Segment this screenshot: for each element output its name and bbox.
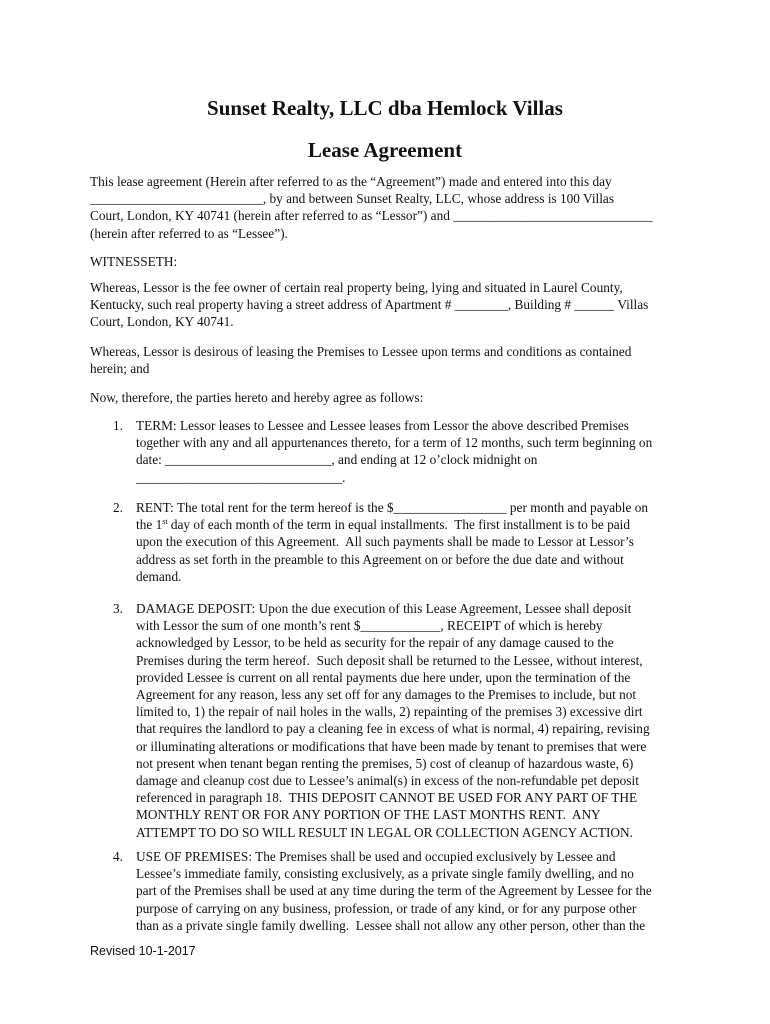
clause-text: TERM: Lessor leases to Lessee and Lessee leases from Lessor the above described Premises together with any and all appurtenances thereto, for a term of 12 months, such term beginning on date: _________________________, and ending at 12 o’clock midnight on _______________________________. xyxy=(136,418,653,485)
whereas-paragraph-1: Whereas, Lessor is the fee owner of certain real property being, lying and situated in Laurel County, Kentucky, such real property having a street address of Apartment # ________, Building # ______ Villas Court, London, KY 40741. xyxy=(90,280,649,330)
whereas-paragraph-2: Whereas, Lessor is desirous of leasing the Premises to Lessee upon terms and conditions as contained herein; and xyxy=(90,344,632,377)
clause-text xyxy=(136,499,696,585)
clause-number: 3. xyxy=(113,601,123,616)
clause-text: USE OF PREMISES: The Premises shall be used and occupied exclusively by Lessee and Lessee’s immediate family, consisting exclusively, as a private single family dwelling, and no part of the Premises shall be used at any time during the term of the Agreement by Lessee for the purpose of carrying on any business, profession, or trade of any kind, or for any purpose other than as a private single family dwelling. Lessee shall not allow any other person, other than the xyxy=(136,849,652,933)
document-title: Sunset Realty, LLC dba Hemlock Villas xyxy=(207,96,563,120)
clause-text-part-a: RENT: The total rent for the term hereof is the $_________________ per month and payable on the 1 xyxy=(136,500,649,533)
revision-footer: Revised 10-1-2017 xyxy=(90,944,196,958)
witnesseth-heading: WITNESSETH: xyxy=(90,254,178,269)
clause-number: 1. xyxy=(113,418,123,433)
agreement-intro: Now, therefore, the parties hereto and hereby agree as follows: xyxy=(90,390,424,405)
clause-text: DAMAGE DEPOSIT: Upon the due execution of this Lease Agreement, Lessee shall deposit with Lessor the sum of one month’s rent $____________, RECEIPT of which is hereby acknowledged by Lessor, to be held as security for the repair of any damage caused to the Premises during the term hereof. Such deposit shall be returned to the Lessee, without interest, provided Lessee is current on all rental payments due here under, upon the termination of the Agreement for any reason, less any set off for any damages to the Premises to include, but not limited to, 1) the repair of nail holes in the walls, 2) repainting of the premises 3) excessive dirt that requires the landlord to pay a cleaning fee in excess of what is normal, 4) repairing, revising or illuminating alterations or modifications that have been made by tenant to premises that were not present when tenant began renting the premises, 5) cost of cleanup of hazardous waste, 6) damage and cleanup cost due to Lessee’s animal(s) in excess of the non-refundable pet deposit referenced in paragraph 18. THIS DEPOSIT CANNOT BE USED FOR ANY PART OF THE MONTHLY RENT OR FOR ANY PORTION OF THE LAST MONTHS RENT. ANY ATTEMPT TO DO SO WILL RESULT IN LEGAL OR COLLECTION AGENCY ACTION. xyxy=(136,601,650,840)
intro-paragraph: This lease agreement (Herein after referred to as the “Agreement”) made and entered into this day __________________________, by and between Sunset Realty, LLC, whose address is 100 Villas Court, London, KY 40741 (herein after referred to as “Lessor”) and ______________________________ (herein after referred to as “Lessee”). xyxy=(90,174,653,241)
clause-text-part-b: day of each month of the term in equal installments. The first installment is to be paid upon the execution of this Agreement. All such payments shall be made to Lessor at Lessor’s address as set forth in the preamble to this Agreement on or before the due date and without demand. xyxy=(136,517,634,584)
clause-number: 4. xyxy=(113,849,123,864)
clause-number: 2. xyxy=(113,500,123,515)
document-subtitle: Lease Agreement xyxy=(307,138,463,162)
ordinal-suffix: st xyxy=(162,517,168,527)
